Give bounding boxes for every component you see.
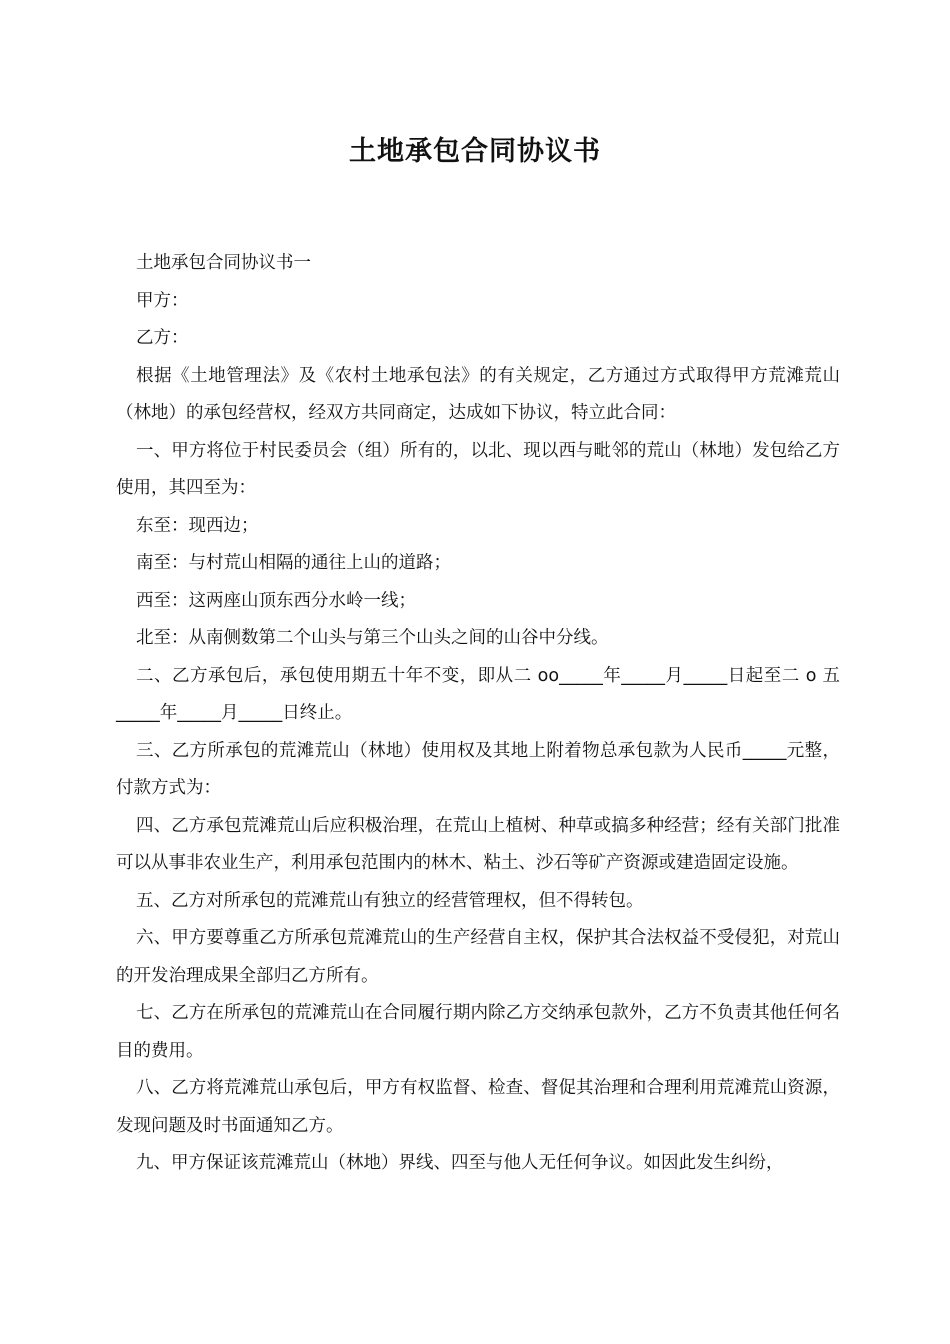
document-body: [116, 245, 840, 1183]
party-a-line: 甲方：: [136, 290, 189, 311]
clause-1: 一、甲方将位于村民委员会（组）所有的，以北、现以西与毗邻的荒山（林地）发包给乙方使用，其四至为：: [116, 440, 840, 498]
clause-7: 七、乙方在所承包的荒滩荒山在合同履行期内除乙方交纳承包款外，乙方不负责其他任何名目的费用。: [116, 1003, 840, 1061]
clause-6: 六、甲方要尊重乙方所承包荒滩荒山的生产经营自主权，保护其合法权益不受侵犯，对荒山的开发治理成果全部归乙方所有。: [116, 928, 840, 986]
boundary-south: 南至：与村荒山相隔的通往上山的道路；: [136, 553, 451, 573]
clause-2: 二、乙方承包后，承包使用期五十年不变，即从二 oo_____年_____月_____日起至二 o 五_____年_____月_____日终止。: [116, 665, 840, 723]
boundary-west: 西至：这两座山顶东西分水岭一线；: [136, 590, 416, 611]
party-b-line: 乙方：: [136, 328, 189, 348]
clause-4: 四、乙方承包荒滩荒山后应积极治理，在荒山上植树、种草或搞多种经营；经有关部门批准可以从事非农业生产，利用承包范围内的林木、粘土、沙石等矿产资源或建造固定设施。: [116, 815, 840, 873]
subtitle-line: 土地承包合同协议书一: [136, 253, 311, 273]
boundary-east: 东至：现西边；: [136, 515, 259, 536]
preamble-paragraph: 根据《土地管理法》及《农村土地承包法》的有关规定，乙方通过方式取得甲方荒滩荒山（林地）的承包经营权，经双方共同商定，达成如下协议，特立此合同：: [116, 365, 840, 423]
clause-3: 三、乙方所承包的荒滩荒山（林地）使用权及其地上附着物总承包款为人民币_____元整，付款方式为：: [116, 740, 840, 798]
document-title: 土地承包合同协议书: [349, 136, 601, 167]
clause-5: 五、乙方对所承包的荒滩荒山有独立的经营管理权，但不得转包。: [136, 890, 644, 911]
boundary-north: 北至：从南侧数第二个山头与第三个山头之间的山谷中分线。: [136, 628, 609, 648]
clause-9: 九、甲方保证该荒滩荒山（林地）界线、四至与他人无任何争议。如因此发生纠纷，: [136, 1153, 784, 1173]
clause-8: 八、乙方将荒滩荒山承包后，甲方有权监督、检查、督促其治理和合理利用荒滩荒山资源，发现问题及时书面通知乙方。: [116, 1078, 840, 1136]
